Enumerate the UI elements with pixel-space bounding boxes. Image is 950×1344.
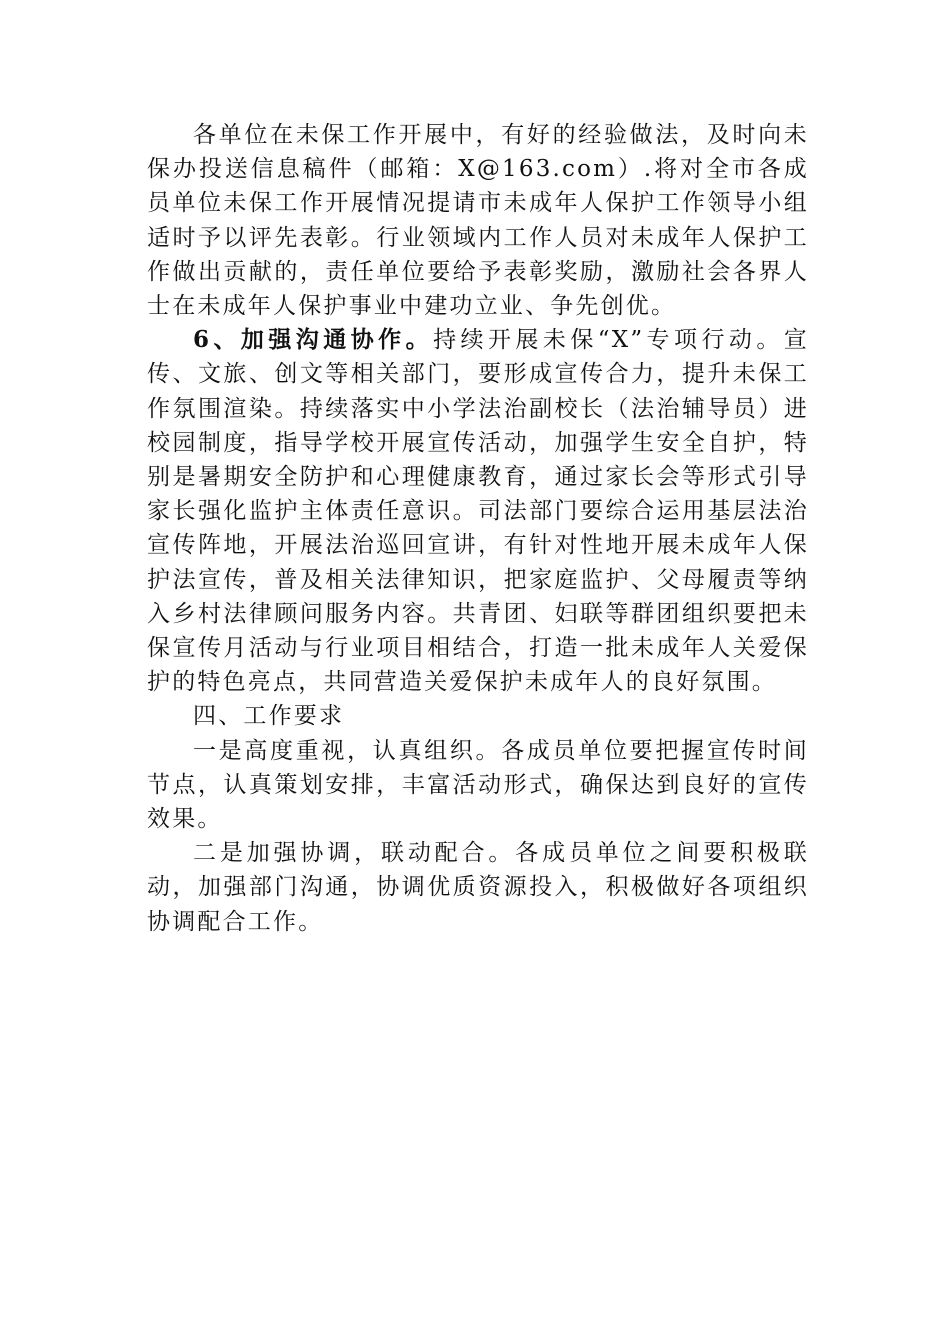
requirement-item: 一是高度重视，认真组织。各成员单位要把握宣传时间节点，认真策划安排，丰富活动形式，确保达到良好的宣传效果。	[147, 737, 809, 833]
paragraph-info-submission	[147, 118, 809, 323]
paragraph-communication-cooperation	[147, 323, 809, 699]
requirement-item: 二是加强协调，联动配合。各成员单位之间要积极联动，加强部门沟通，协调优质资源投入，积极做好各项组织协调配合工作。	[147, 840, 809, 935]
document-body	[147, 118, 809, 939]
paragraph-text: 持续开展未保“X”专项行动。宣传、文旅、创文等相关部门，要形成宣传合力，提升未保工作氛围渲染。持续落实中小学法治副校长（法治辅导员）进校园制度，指导学校开展宣传活动，加强学生安全自护，特别是暑期安全防护和心理健康教育，通过家长会等形式引导家长强化监护主体责任意识。司法部门要综合运用基层法治宣传阵地，开展法治巡回宣讲，有针对性地开展未成年人保护法宣传，普及相关法律知识，把家庭监护、父母履责等纳入乡村法律顾问服务内容。共青团、妇联等群团组织要把未保宣传月活动与行业项目相结合，打造一批未成年人关爱保护的特色亮点，共同营造关爱保护未成年人的良好氛围。	[147, 327, 809, 696]
paragraph-lead-heading: 6、加强沟通协作。	[193, 326, 434, 354]
paragraph-text: 各单位在未保工作开展中，有好的经验做法，及时向未保办投送信息稿件（邮箱：X@163.com）.将对全市各成员单位未保工作开展情况提请市未成年人保护工作领导小组适时予以评先表彰。行业领域内工作人员对未成年人保护工作做出贡献的，责任单位要给予表彰奖励，激励社会各界人士在未成年人保护事业中建功立业、争先创优。	[147, 122, 809, 320]
section-heading-work-requirements: 四、工作要求	[193, 703, 345, 730]
